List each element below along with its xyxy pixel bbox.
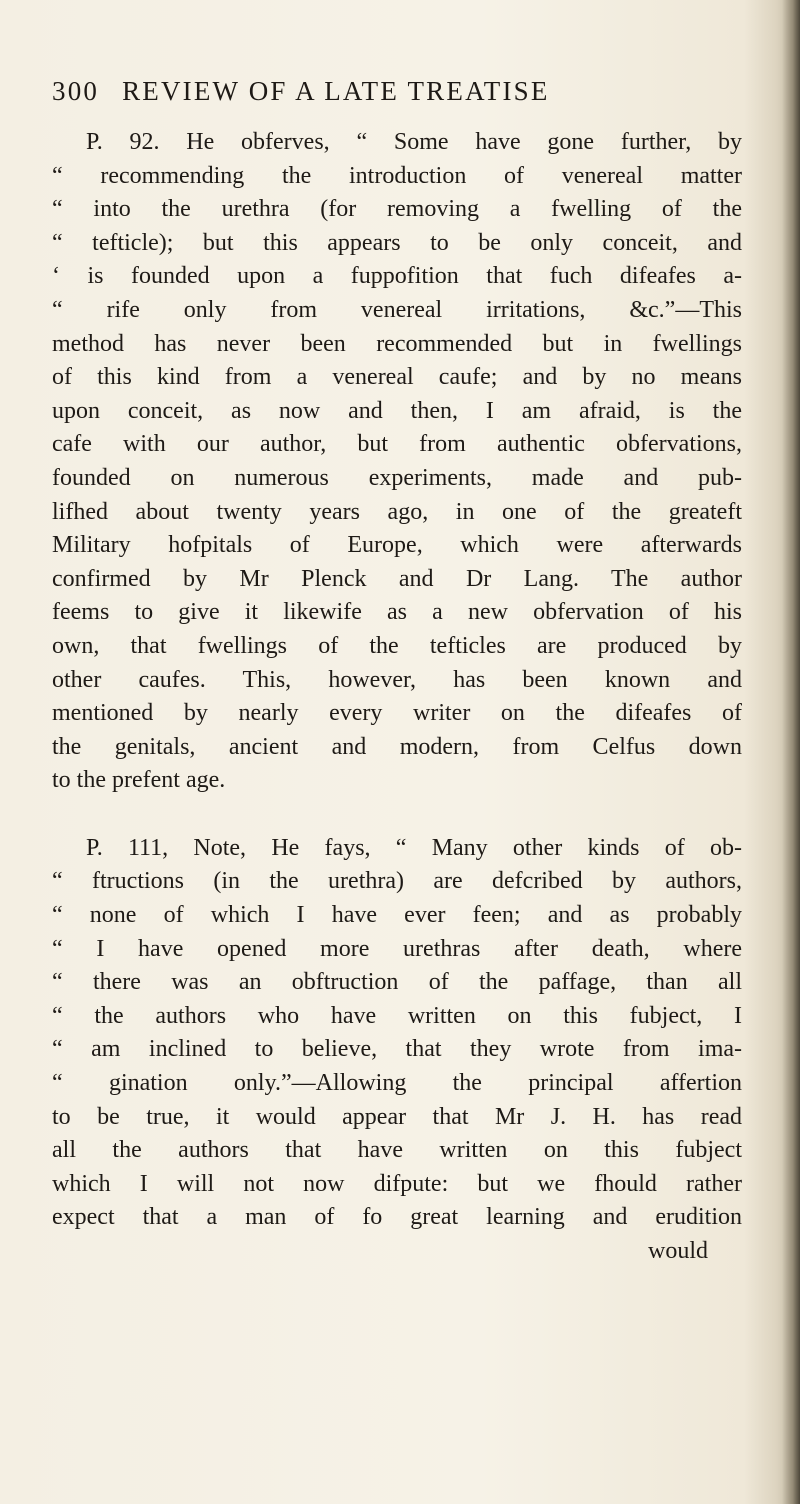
text-line: founded on numerous experiments, made and pub- [52, 464, 742, 491]
paragraph-2 [52, 832, 742, 1235]
text-line: feems to give it likewife as a new obfervation of his [52, 599, 742, 626]
text-line: which I will not now difpute: but we fhould rather [52, 1170, 742, 1197]
text-line: own, that fwellings of the tefticles are produced by [52, 632, 742, 659]
catchword: would [648, 1238, 708, 1264]
text-line: P. 111, Note, He fays, “ Many other kinds of ob- [86, 834, 742, 861]
text-line: confirmed by Mr Plenck and Dr Lang. The author [52, 565, 742, 592]
text-line: “ ftructions (in the urethra) are defcribed by authors, [52, 868, 742, 895]
text-line: expect that a man of fo great learning and erudition [52, 1204, 742, 1231]
text-line: “ rife only from venereal irritations, &c.”—This [52, 296, 742, 323]
text-line: “ the authors who have written on this fubject, I [52, 1002, 742, 1029]
text-line: other caufes. This, however, has been known and [52, 666, 742, 693]
text-line: “ I have opened more urethras after death, where [52, 935, 742, 962]
text-line: all the authors that have written on this fubject [52, 1137, 742, 1164]
text-line: cafe with our author, but from authentic obfervations, [52, 431, 742, 458]
text-line: method has never been recommended but in fwellings [52, 330, 742, 357]
text-line: the genitals, ancient and modern, from Celfus down [52, 733, 742, 760]
page-gutter-shadow [782, 0, 800, 1504]
text-line: ‘ is founded upon a fuppofition that fuch difeafes a- [52, 263, 742, 290]
body-text [52, 126, 742, 1269]
text-line: mentioned by nearly every writer on the difeafes of [52, 700, 742, 727]
text-line: “ gination only.”—Allowing the principal affertion [52, 1070, 742, 1097]
running-header [52, 76, 732, 116]
paragraph-gap [52, 798, 742, 832]
paragraph-1 [52, 126, 742, 798]
text-line: “ tefticle); but this appears to be only conceit, and [52, 229, 742, 256]
text-line: “ recommending the introduction of venereal matter [52, 162, 742, 189]
text-line: “ into the urethra (for removing a fwelling of the [52, 196, 742, 223]
text-line: lifhed about twenty years ago, in one of the greateft [52, 498, 742, 525]
text-line: P. 92. He obferves, “ Some have gone further, by [86, 129, 742, 155]
text-line: Military hofpitals of Europe, which were afterwards [52, 532, 742, 559]
text-line: “ am inclined to believe, that they wrote from ima- [52, 1036, 742, 1063]
text-line: upon conceit, as now and then, I am afraid, is the [52, 397, 742, 424]
page-number: 300 [52, 76, 100, 106]
text-line: “ none of which I have ever feen; and as probably [52, 902, 742, 929]
text-line: to the prefent age. [52, 767, 226, 794]
text-line: “ there was an obftruction of the paffage, than all [52, 969, 742, 996]
text-line: of this kind from a venereal caufe; and by no means [52, 364, 742, 391]
running-head-title: REVIEW OF A LATE TREATISE [122, 76, 550, 106]
text-line: to be true, it would appear that Mr J. H. has read [52, 1103, 742, 1130]
